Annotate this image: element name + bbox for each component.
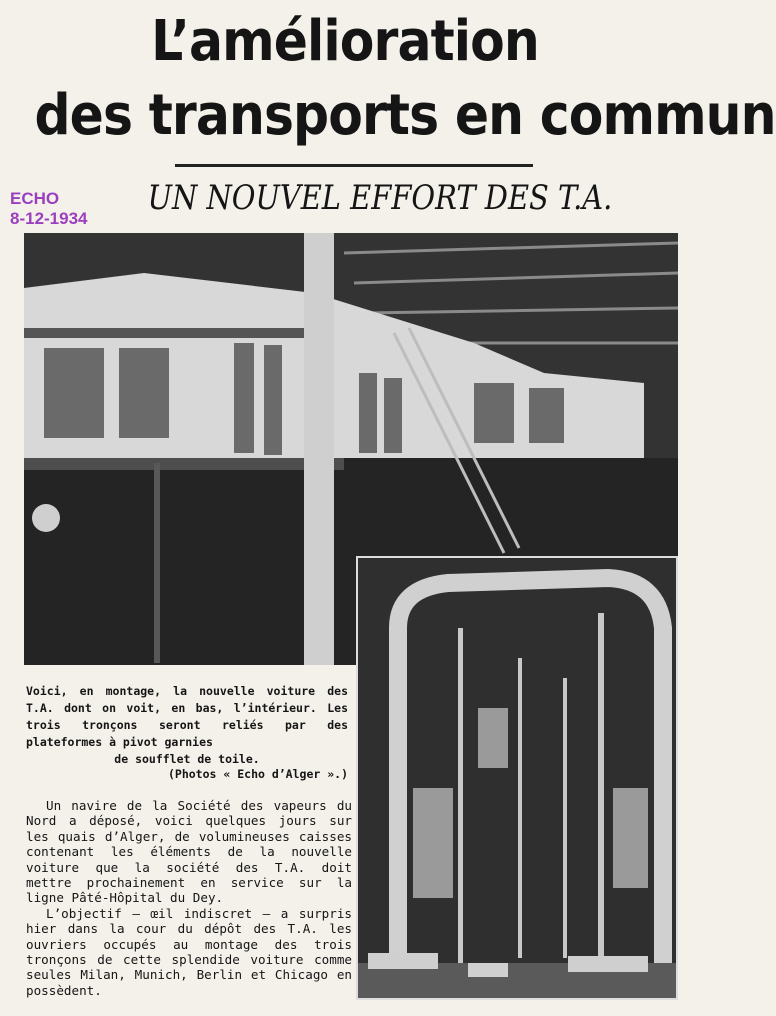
photo-caption-last-line: de soufflet de toile. [114, 752, 260, 766]
archive-stamp-source: ECHO [10, 189, 60, 208]
photo-tram-interior [356, 556, 678, 1000]
headline-line-2: des transports en commun [34, 83, 776, 148]
photo-caption [26, 683, 348, 768]
subheadline: UN NOUVEL EFFORT DES T.A. [147, 178, 613, 218]
article-paragraph-2: L’objectif — œil indiscret — a surpris hier dans la cour du dépôt des T.A. les ouvriers occupés au montage des trois tronçons de cette splendide voiture comme seules Milan, Munich, Berlin et Chicago en possèdent. [26, 905, 352, 998]
headline-rule [175, 164, 533, 167]
article-body [26, 798, 352, 998]
article-paragraph-1: Un navire de la Société des vapeurs du Nord a déposé, voici quelques jours sur les quais d’Alger, de volumineuses caisses contenant les éléments de la nouvelle voiture que la société des T.A. doit mettre prochainement en service sur la ligne Pâté-Hôpital du Dey. [26, 798, 352, 906]
photo-tram-interior-image [358, 558, 676, 998]
photo-caption-text: Voici, en montage, la nouvelle voiture des T.A. dont on voit, en bas, l’intérieur. Les trois tronçons seront reliés par des plateformes à pivot garnies [26, 684, 348, 749]
photo-credit: (Photos « Echo d’Alger ».) [167, 767, 348, 781]
headline-line-1: L’amélioration [151, 9, 539, 74]
archive-stamp-date: 8-12-1934 [10, 209, 88, 228]
